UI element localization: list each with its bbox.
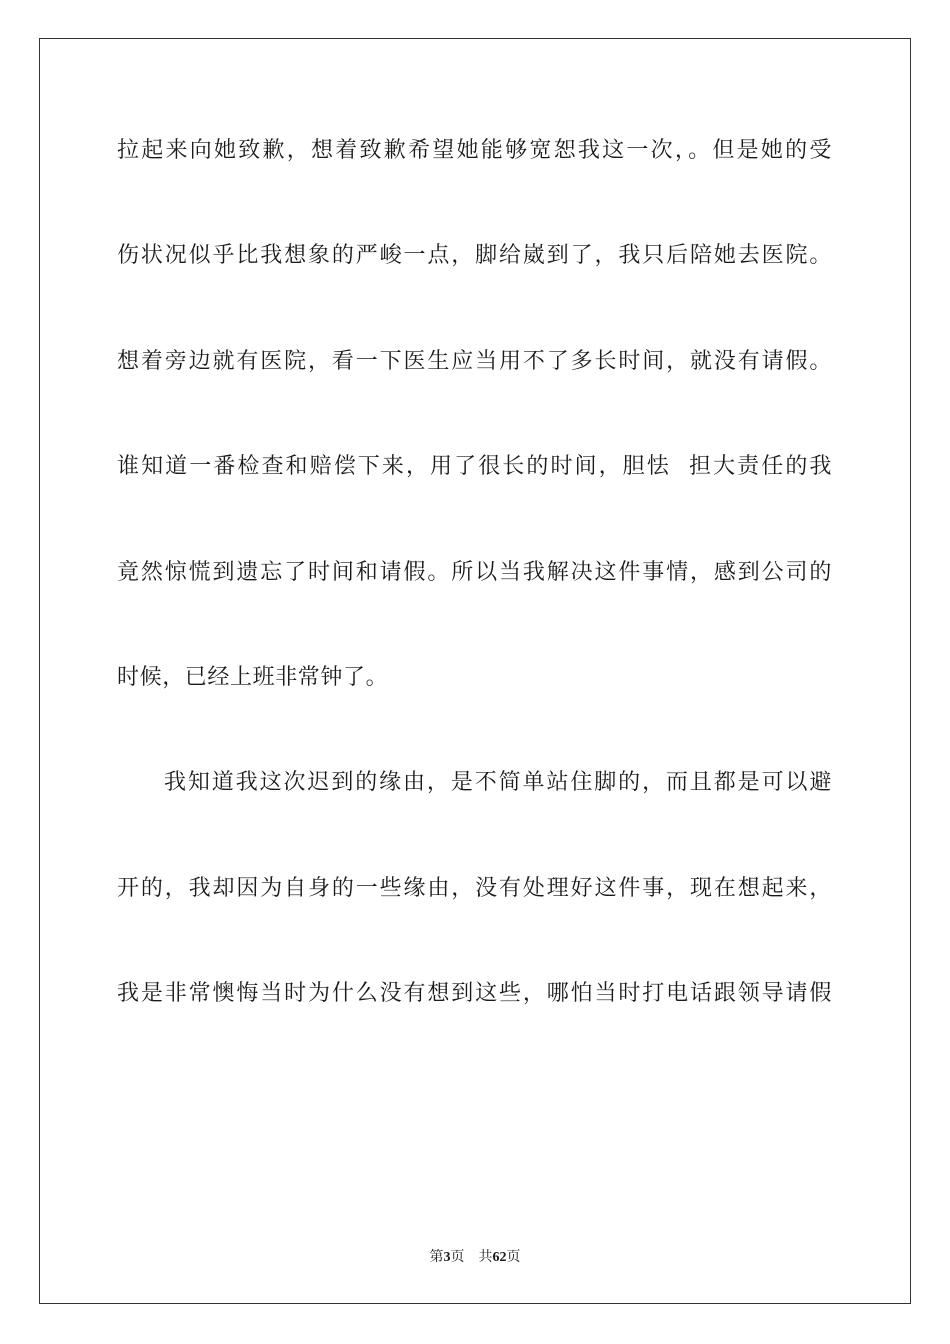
text-line: 想着旁边就有医院，看一下医生应当用不了多长时间，就没有请假。 [117,348,832,374]
page-footer [0,1247,950,1268]
text-line: 时候，已经上班非常钟了。 [117,664,389,690]
body-text [117,131,832,1080]
text-line: 开的，我却因为自身的一些缘由，没有处理好这件事，现在想起来， [117,875,832,901]
total-pages: 62 [492,1250,507,1265]
footer-prefix: 第 [429,1249,444,1265]
text-line: 伤状况似乎比我想象的严峻一点，脚给崴到了，我只后陪她去医院。 [117,243,832,269]
text-line: 我是非常懊悔当时为什么没有想到这些，哪怕当时打电话跟领导请假 [117,981,832,1007]
total-unit: 页 [506,1249,521,1265]
text-line: 拉起来向她致歉，想着致歉希望她能够宽恕我这一次，。但是她的受 [117,138,832,163]
page-unit: 页 [450,1249,465,1265]
total-prefix: 共 [478,1249,493,1265]
text-line: 我知道我这次迟到的缘由，是不简单站住脚的，而且都是可以避 [164,770,832,796]
page-number: 3 [443,1250,451,1265]
text-line: 谁知道一番检查和赔偿下来，用了很长的时间，胆怯 担大责任的我 [117,454,832,480]
text-line: 竟然惊慌到遗忘了时间和请假。所以当我解决这件事情，感到公司的 [117,559,832,585]
